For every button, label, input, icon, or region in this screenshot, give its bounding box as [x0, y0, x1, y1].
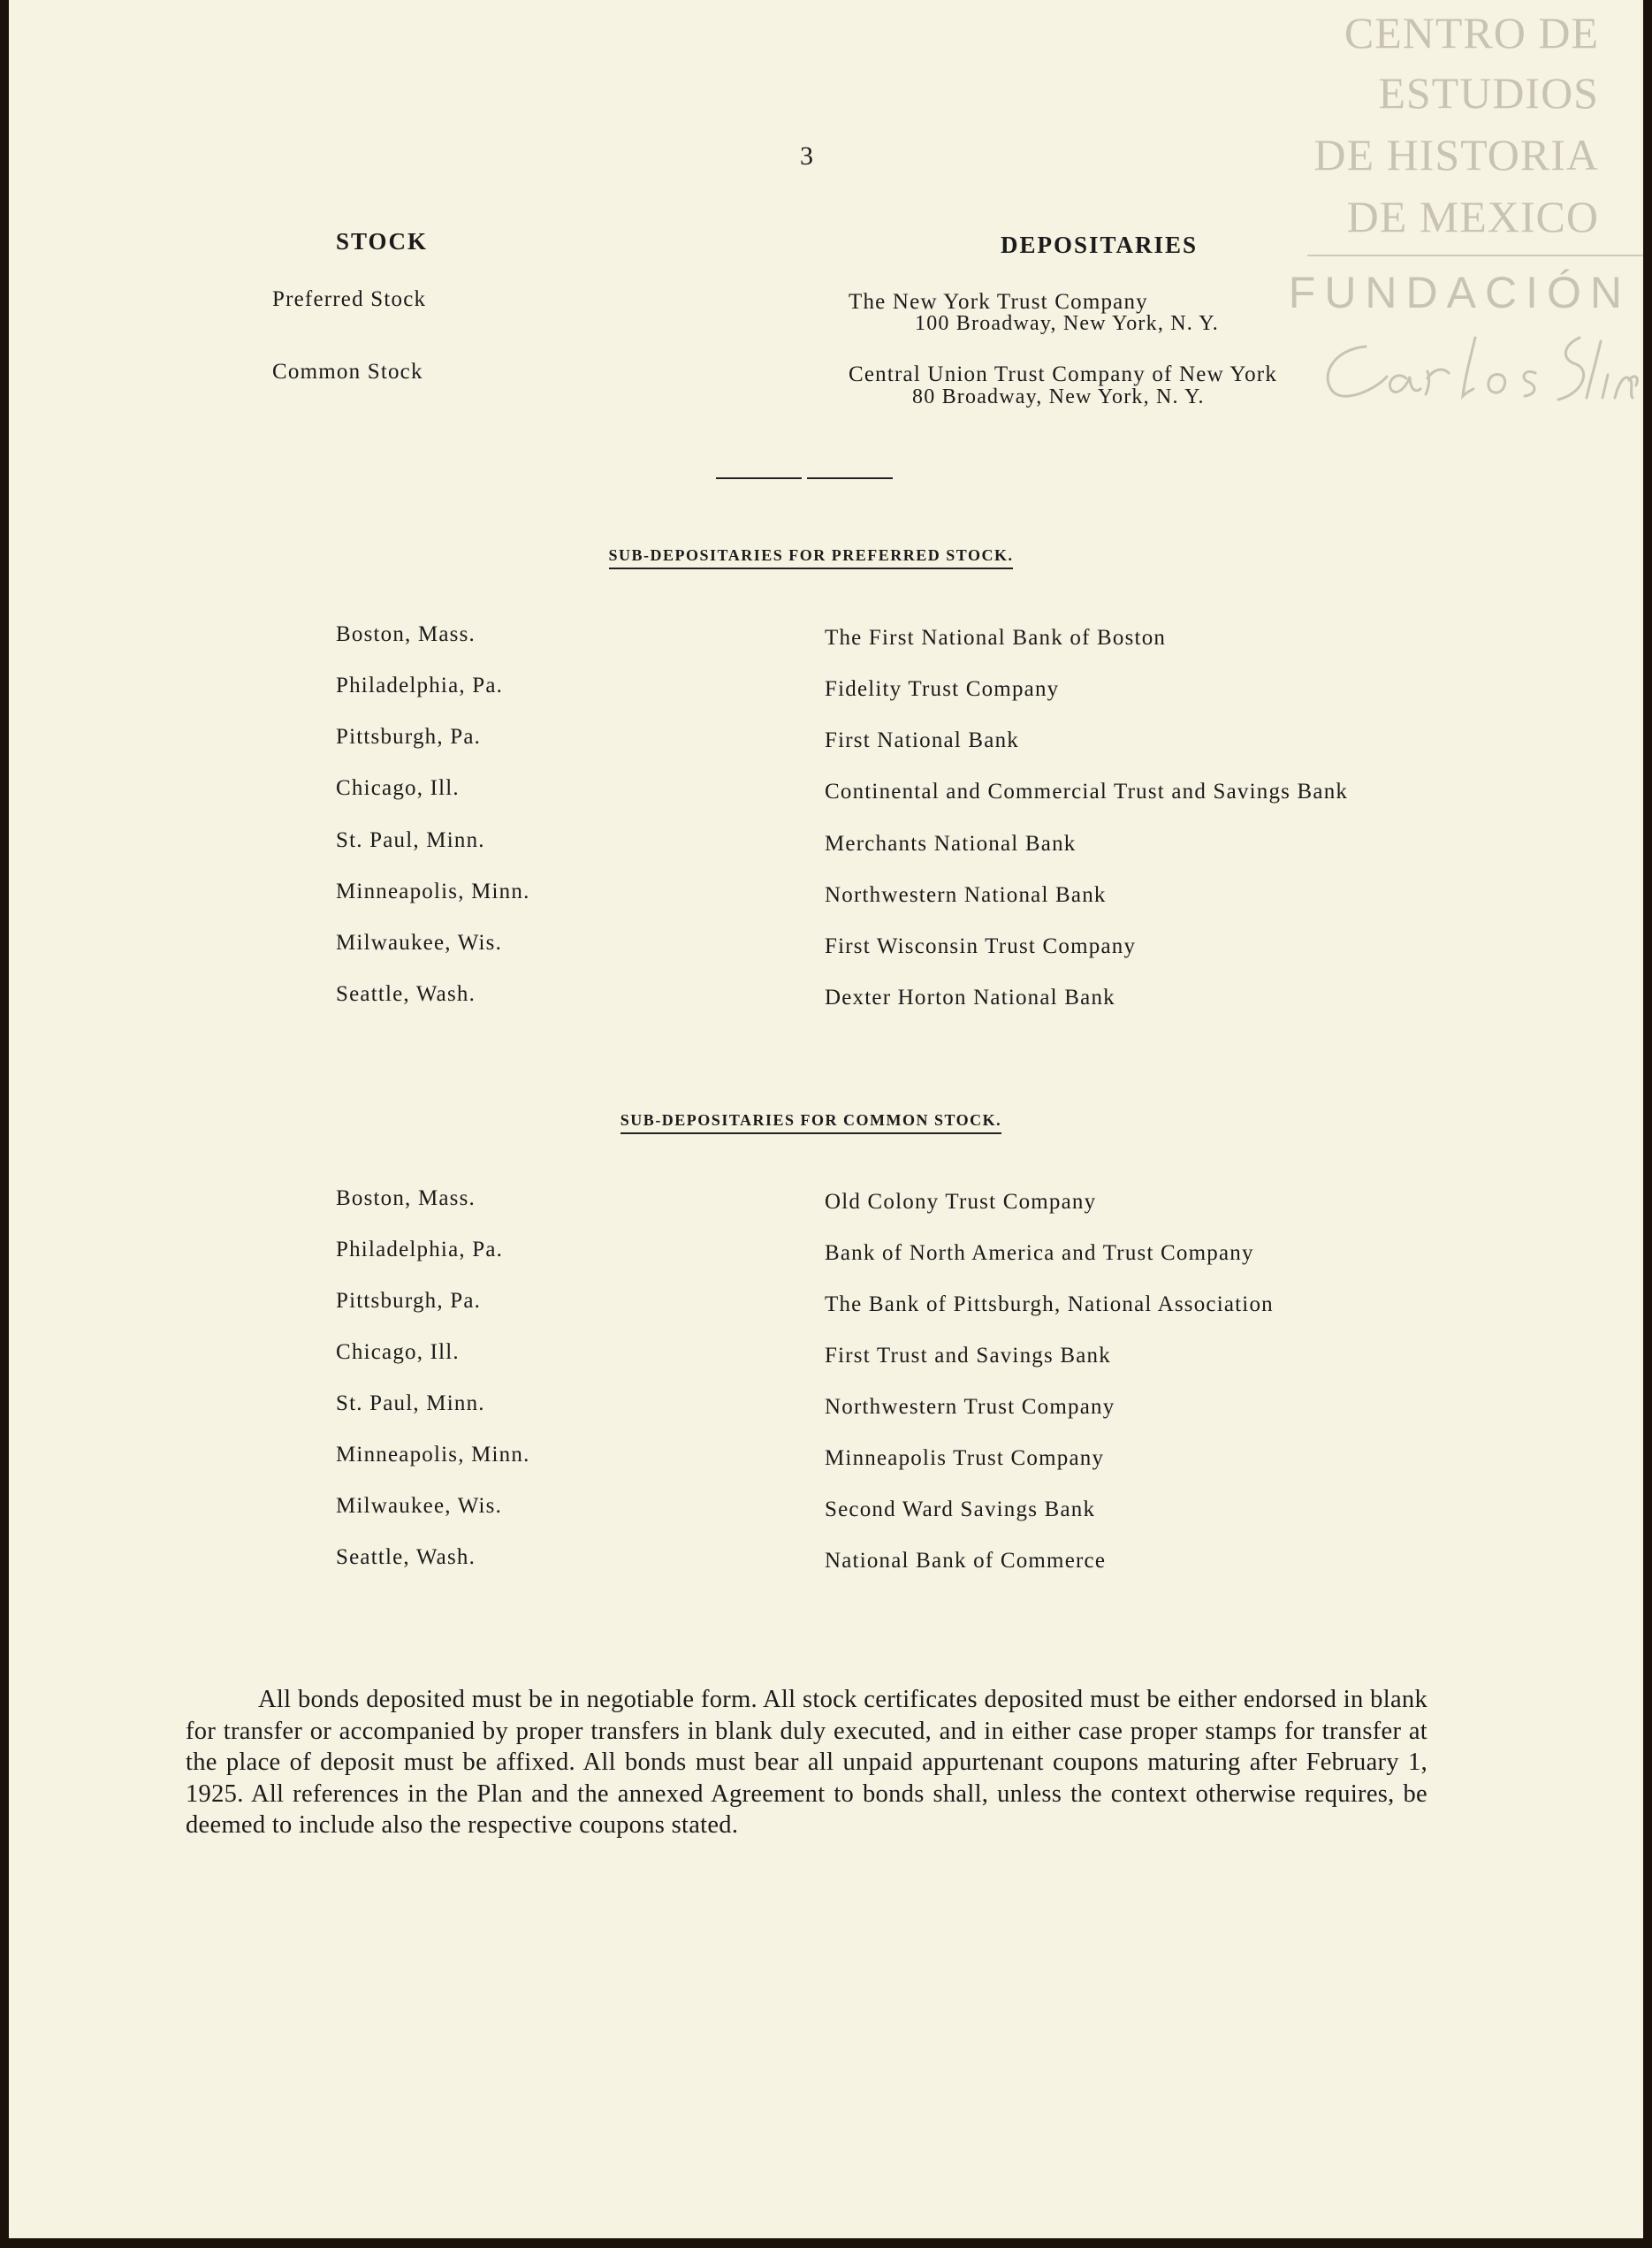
bank-name: The Bank of Pittsburgh, National Association: [825, 1292, 1274, 1316]
bank-name: Fidelity Trust Company: [825, 677, 1060, 701]
depositary-address: 80 Broadway, New York, N. Y.: [912, 385, 1205, 408]
list-item: [9, 828, 1643, 864]
divider-rule: [807, 477, 893, 479]
city-label: Pittsburgh, Pa.: [336, 1289, 482, 1313]
list-item: [9, 1443, 1643, 1478]
city-label: Pittsburgh, Pa.: [336, 725, 482, 749]
bank-name: Northwestern Trust Company: [825, 1395, 1115, 1419]
list-item: [9, 1340, 1643, 1375]
watermark-divider: [1307, 255, 1643, 256]
depositaries-column-heading: DEPOSITARIES: [1001, 232, 1199, 258]
bank-name: Minneapolis Trust Company: [825, 1446, 1105, 1470]
preferred-section-title: [9, 546, 1613, 565]
watermark-line: DE MEXICO: [1346, 192, 1599, 241]
list-item: [9, 880, 1643, 915]
list-item: [9, 1391, 1643, 1427]
bank-name: First Wisconsin Trust Company: [825, 934, 1137, 958]
signature-logo: [1314, 327, 1641, 411]
bank-name: Old Colony Trust Company: [825, 1190, 1097, 1214]
watermark-fundacion: FUNDACIÓN: [1288, 268, 1631, 317]
common-section-title: [9, 1111, 1613, 1130]
city-label: St. Paul, Minn.: [336, 828, 485, 852]
list-item: [9, 982, 1643, 1017]
city-label: Chicago, Ill.: [336, 776, 460, 800]
bank-name: Northwestern National Bank: [825, 883, 1107, 907]
preferred-section-title-text: SUB-DEPOSITARIES FOR PREFERRED STOCK.: [609, 546, 1014, 569]
city-label: Milwaukee, Wis.: [336, 931, 503, 955]
city-label: Milwaukee, Wis.: [336, 1494, 503, 1518]
city-label: Seattle, Wash.: [336, 982, 476, 1006]
depositary-name: Central Union Trust Company of New York: [849, 362, 1278, 386]
list-item: [9, 1494, 1643, 1529]
watermark-line: ESTUDIOS: [1378, 68, 1599, 118]
city-label: Minneapolis, Minn.: [336, 880, 530, 903]
depositary-name: The New York Trust Company: [849, 290, 1148, 314]
list-item: [9, 1545, 1643, 1581]
list-item: [9, 1289, 1643, 1324]
page-number: 3: [800, 141, 813, 171]
stock-type-label: Common Stock: [272, 360, 423, 384]
common-section-title-text: SUB-DEPOSITARIES FOR COMMON STOCK.: [620, 1111, 1001, 1134]
list-item: [9, 725, 1643, 760]
list-item: [9, 1186, 1643, 1222]
city-label: Chicago, Ill.: [336, 1340, 460, 1364]
bank-name: Second Ward Savings Bank: [825, 1497, 1096, 1521]
watermark-line: DE HISTORIA: [1313, 130, 1599, 179]
divider-rule: [716, 477, 802, 479]
stock-type-label: Preferred Stock: [272, 287, 427, 311]
city-label: Minneapolis, Minn.: [336, 1443, 530, 1467]
bank-name: Merchants National Bank: [825, 832, 1077, 856]
city-label: Boston, Mass.: [336, 622, 476, 646]
list-item: [9, 674, 1643, 709]
bank-name: Bank of North America and Trust Company: [825, 1241, 1254, 1265]
watermark: [1288, 0, 1643, 415]
list-item: [9, 622, 1643, 658]
bank-name: First Trust and Savings Bank: [825, 1344, 1111, 1368]
bank-name: Dexter Horton National Bank: [825, 986, 1115, 1010]
document-page: [9, 0, 1643, 2238]
bank-name: Continental and Commercial Trust and Savings Bank: [825, 780, 1349, 804]
city-label: Philadelphia, Pa.: [336, 674, 504, 697]
paragraph-text: All bonds deposited must be in negotiable form. All stock certificates deposited must be either endorsed in blank for transfer or accompanied by proper transfers in blank duly executed, and in either case proper stamps for transfer at the place of deposit must be affixed. All bonds must bear all unpaid appurtenant coupons maturing after February 1, 1925. All references in the Plan and the annexed Agreement to bonds shall, unless the context otherwise requires, be deemed to include also the respective coupons stated.: [186, 1686, 1427, 1839]
watermark-line: CENTRO DE: [1344, 8, 1599, 57]
list-item: [9, 776, 1643, 812]
list-item: [9, 1238, 1643, 1273]
city-label: Philadelphia, Pa.: [336, 1238, 504, 1261]
city-label: Boston, Mass.: [336, 1186, 476, 1210]
city-label: Seattle, Wash.: [336, 1545, 476, 1569]
bank-name: National Bank of Commerce: [825, 1549, 1107, 1573]
city-label: St. Paul, Minn.: [336, 1391, 485, 1415]
bank-name: First National Bank: [825, 728, 1020, 752]
bank-name: The First National Bank of Boston: [825, 626, 1167, 650]
deposit-conditions-paragraph: [186, 1684, 1427, 1841]
stock-column-heading: STOCK: [336, 228, 429, 255]
list-item: [9, 931, 1643, 966]
depositary-address: 100 Broadway, New York, N. Y.: [915, 312, 1219, 335]
